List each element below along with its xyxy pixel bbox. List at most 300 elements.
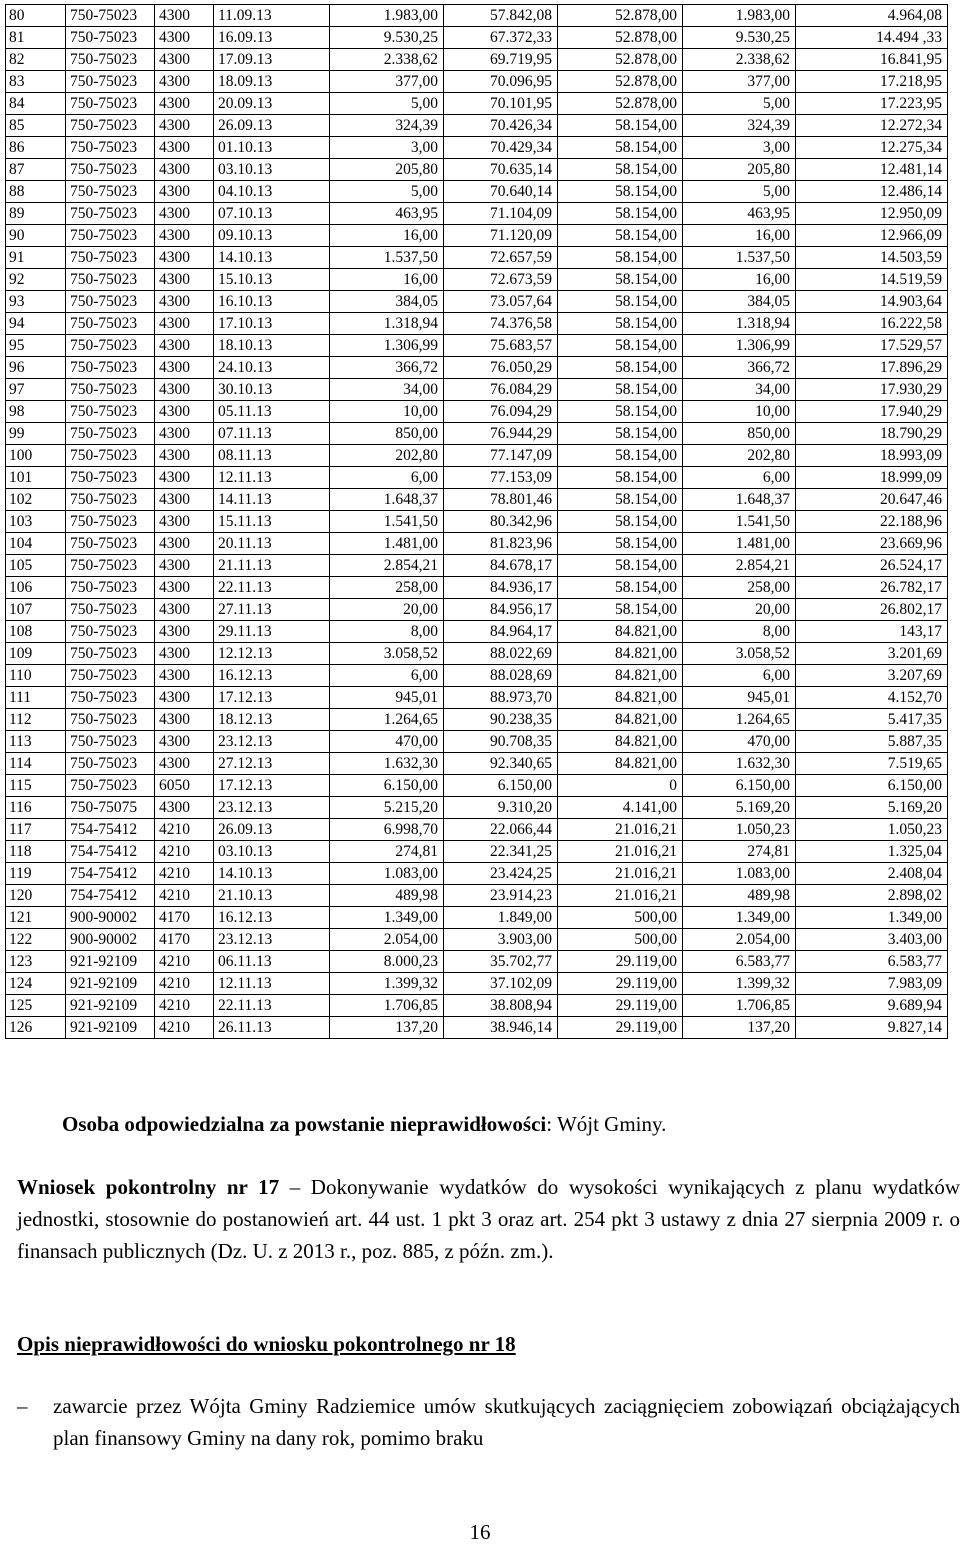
- table-row: [6, 181, 948, 203]
- total-excess-cell: 1.325,04: [796, 841, 948, 863]
- excess-amount-cell: 1.349,00: [683, 907, 796, 929]
- date-cell: 18.10.13: [214, 335, 330, 357]
- date-cell: 18.09.13: [214, 71, 330, 93]
- section-code-cell: 750-75023: [66, 533, 155, 555]
- paragraph-code-cell: 4300: [155, 687, 214, 709]
- total-excess-cell: 7.519,65: [796, 753, 948, 775]
- date-cell: 15.10.13: [214, 269, 330, 291]
- section-code-cell: 750-75023: [66, 709, 155, 731]
- amount-cell: 1.318,94: [330, 313, 444, 335]
- excess-amount-cell: 324,39: [683, 115, 796, 137]
- cumulative-total-cell: 72.657,59: [444, 247, 558, 269]
- table-row: [6, 775, 948, 797]
- section-code-cell: 750-75023: [66, 379, 155, 401]
- cumulative-total-cell: 67.372,33: [444, 27, 558, 49]
- plan-amount-cell: 84.821,00: [558, 731, 683, 753]
- excess-amount-cell: 850,00: [683, 423, 796, 445]
- responsible-person-note: [62, 1108, 960, 1140]
- excess-amount-cell: 1.318,94: [683, 313, 796, 335]
- section-code-cell: 750-75023: [66, 511, 155, 533]
- section-code-cell: 750-75023: [66, 203, 155, 225]
- plan-amount-cell: 58.154,00: [558, 269, 683, 291]
- total-excess-cell: 9.689,94: [796, 995, 948, 1017]
- amount-cell: 20,00: [330, 599, 444, 621]
- row-number-cell: 115: [6, 775, 66, 797]
- total-excess-cell: 18.790,29: [796, 423, 948, 445]
- paragraph-code-cell: 4210: [155, 995, 214, 1017]
- total-excess-cell: 17.223,95: [796, 93, 948, 115]
- paragraph-code-cell: 4300: [155, 379, 214, 401]
- date-cell: 05.11.13: [214, 401, 330, 423]
- table-row: [6, 709, 948, 731]
- amount-cell: 1.349,00: [330, 907, 444, 929]
- excess-amount-cell: 3,00: [683, 137, 796, 159]
- paragraph-code-cell: 4300: [155, 599, 214, 621]
- excess-amount-cell: 2.054,00: [683, 929, 796, 951]
- paragraph-code-cell: 4300: [155, 489, 214, 511]
- row-number-cell: 125: [6, 995, 66, 1017]
- paragraph-code-cell: 4170: [155, 929, 214, 951]
- excess-amount-cell: 470,00: [683, 731, 796, 753]
- amount-cell: 1.264,65: [330, 709, 444, 731]
- plan-amount-cell: 84.821,00: [558, 687, 683, 709]
- plan-amount-cell: 58.154,00: [558, 357, 683, 379]
- paragraph-code-cell: 4300: [155, 159, 214, 181]
- total-excess-cell: 12.950,09: [796, 203, 948, 225]
- plan-amount-cell: 58.154,00: [558, 159, 683, 181]
- excess-amount-cell: 6.583,77: [683, 951, 796, 973]
- table-row: [6, 423, 948, 445]
- amount-cell: 1.706,85: [330, 995, 444, 1017]
- section-code-cell: 921-92109: [66, 995, 155, 1017]
- date-cell: 16.09.13: [214, 27, 330, 49]
- cumulative-total-cell: 69.719,95: [444, 49, 558, 71]
- table-row: [6, 863, 948, 885]
- paragraph-code-cell: 4210: [155, 819, 214, 841]
- row-number-cell: 102: [6, 489, 66, 511]
- total-excess-cell: 17.940,29: [796, 401, 948, 423]
- amount-cell: 2.338,62: [330, 49, 444, 71]
- cumulative-total-cell: 84.678,17: [444, 555, 558, 577]
- row-number-cell: 81: [6, 27, 66, 49]
- date-cell: 23.12.13: [214, 929, 330, 951]
- cumulative-total-cell: 88.028,69: [444, 665, 558, 687]
- paragraph-code-cell: 4300: [155, 423, 214, 445]
- date-cell: 07.11.13: [214, 423, 330, 445]
- amount-cell: 3.058,52: [330, 643, 444, 665]
- excess-amount-cell: 1.264,65: [683, 709, 796, 731]
- total-excess-cell: 12.275,34: [796, 137, 948, 159]
- row-number-cell: 113: [6, 731, 66, 753]
- cumulative-total-cell: 3.903,00: [444, 929, 558, 951]
- section-code-cell: 754-75412: [66, 819, 155, 841]
- cumulative-total-cell: 77.153,09: [444, 467, 558, 489]
- section-code-cell: 750-75023: [66, 423, 155, 445]
- section-code-cell: 921-92109: [66, 951, 155, 973]
- amount-cell: 850,00: [330, 423, 444, 445]
- excess-amount-cell: 9.530,25: [683, 27, 796, 49]
- cumulative-total-cell: 90.708,35: [444, 731, 558, 753]
- date-cell: 15.11.13: [214, 511, 330, 533]
- paragraph-code-cell: 4300: [155, 5, 214, 27]
- table-row: [6, 291, 948, 313]
- section-code-cell: 921-92109: [66, 1017, 155, 1039]
- excess-amount-cell: 20,00: [683, 599, 796, 621]
- paragraph-code-cell: 4300: [155, 291, 214, 313]
- amount-cell: 1.306,99: [330, 335, 444, 357]
- table-row: [6, 335, 948, 357]
- table-row: [6, 599, 948, 621]
- date-cell: 30.10.13: [214, 379, 330, 401]
- excess-amount-cell: 1.983,00: [683, 5, 796, 27]
- total-excess-cell: 12.486,14: [796, 181, 948, 203]
- irregularity-description-heading: [17, 1328, 960, 1360]
- date-cell: 11.09.13: [214, 5, 330, 27]
- table-row: [6, 753, 948, 775]
- plan-amount-cell: 58.154,00: [558, 555, 683, 577]
- date-cell: 16.10.13: [214, 291, 330, 313]
- section-code-cell: 750-75023: [66, 775, 155, 797]
- row-number-cell: 80: [6, 5, 66, 27]
- date-cell: 26.11.13: [214, 1017, 330, 1039]
- section-code-cell: 750-75023: [66, 665, 155, 687]
- excess-amount-cell: 1.537,50: [683, 247, 796, 269]
- amount-cell: 1.648,37: [330, 489, 444, 511]
- section-code-cell: 750-75023: [66, 27, 155, 49]
- total-excess-cell: 18.999,09: [796, 467, 948, 489]
- date-cell: 24.10.13: [214, 357, 330, 379]
- excess-amount-cell: 1.399,32: [683, 973, 796, 995]
- date-cell: 04.10.13: [214, 181, 330, 203]
- row-number-cell: 110: [6, 665, 66, 687]
- section-code-cell: 750-75023: [66, 335, 155, 357]
- excess-amount-cell: 16,00: [683, 269, 796, 291]
- cumulative-total-cell: 37.102,09: [444, 973, 558, 995]
- excess-amount-cell: 2.338,62: [683, 49, 796, 71]
- date-cell: 06.11.13: [214, 951, 330, 973]
- row-number-cell: 123: [6, 951, 66, 973]
- total-excess-cell: 12.481,14: [796, 159, 948, 181]
- table-row: [6, 1017, 948, 1039]
- page-number: 16: [469, 1520, 491, 1544]
- amount-cell: 470,00: [330, 731, 444, 753]
- date-cell: 14.10.13: [214, 247, 330, 269]
- paragraph-code-cell: 4300: [155, 797, 214, 819]
- plan-amount-cell: 58.154,00: [558, 203, 683, 225]
- plan-amount-cell: 58.154,00: [558, 181, 683, 203]
- total-excess-cell: 23.669,96: [796, 533, 948, 555]
- conclusion-text: Dokonywanie wydatków do wysokości wynikających z planu wydatków jednostki, stosownie do postanowień art. 44 ust. 1 pkt 3 oraz art. 254 pkt 3 ustawy z dnia 27 sierpnia 2009 r. o finansach publicznych (Dz. U. z 2013 r., poz. 885, z późn. zm.).: [17, 1175, 960, 1263]
- plan-amount-cell: 21.016,21: [558, 863, 683, 885]
- cumulative-total-cell: 6.150,00: [444, 775, 558, 797]
- paragraph-code-cell: 4300: [155, 621, 214, 643]
- total-excess-cell: 17.529,57: [796, 335, 948, 357]
- excess-amount-cell: 6.150,00: [683, 775, 796, 797]
- section-code-cell: 754-75412: [66, 863, 155, 885]
- row-number-cell: 114: [6, 753, 66, 775]
- table-row: [6, 357, 948, 379]
- row-number-cell: 116: [6, 797, 66, 819]
- amount-cell: 9.530,25: [330, 27, 444, 49]
- amount-cell: 1.632,30: [330, 753, 444, 775]
- paragraph-code-cell: 4300: [155, 181, 214, 203]
- paragraph-code-cell: 4300: [155, 709, 214, 731]
- paragraph-code-cell: 4300: [155, 313, 214, 335]
- row-number-cell: 95: [6, 335, 66, 357]
- post-inspection-conclusion: [17, 1171, 960, 1267]
- table-row: [6, 379, 948, 401]
- cumulative-total-cell: 75.683,57: [444, 335, 558, 357]
- plan-amount-cell: 84.821,00: [558, 753, 683, 775]
- excess-amount-cell: 463,95: [683, 203, 796, 225]
- date-cell: 12.11.13: [214, 973, 330, 995]
- amount-cell: 377,00: [330, 71, 444, 93]
- paragraph-code-cell: 4300: [155, 115, 214, 137]
- date-cell: 21.11.13: [214, 555, 330, 577]
- responsible-label: Osoba odpowiedzialna za powstanie nieprawidłowości: [62, 1112, 547, 1136]
- amount-cell: 2.854,21: [330, 555, 444, 577]
- excess-amount-cell: 3.058,52: [683, 643, 796, 665]
- cumulative-total-cell: 70.640,14: [444, 181, 558, 203]
- cumulative-total-cell: 38.946,14: [444, 1017, 558, 1039]
- table-row: [6, 951, 948, 973]
- table-row: [6, 929, 948, 951]
- section-code-cell: 921-92109: [66, 973, 155, 995]
- amount-cell: 205,80: [330, 159, 444, 181]
- date-cell: 17.09.13: [214, 49, 330, 71]
- amount-cell: 6,00: [330, 467, 444, 489]
- paragraph-code-cell: 4300: [155, 467, 214, 489]
- total-excess-cell: 5.417,35: [796, 709, 948, 731]
- paragraph-code-cell: 4300: [155, 665, 214, 687]
- plan-amount-cell: 58.154,00: [558, 137, 683, 159]
- section-code-cell: 750-75023: [66, 753, 155, 775]
- date-cell: 26.09.13: [214, 115, 330, 137]
- date-cell: 17.10.13: [214, 313, 330, 335]
- paragraph-code-cell: 4300: [155, 753, 214, 775]
- table-row: [6, 687, 948, 709]
- plan-amount-cell: 58.154,00: [558, 467, 683, 489]
- date-cell: 20.09.13: [214, 93, 330, 115]
- cumulative-total-cell: 84.956,17: [444, 599, 558, 621]
- amount-cell: 258,00: [330, 577, 444, 599]
- plan-amount-cell: 29.119,00: [558, 1017, 683, 1039]
- plan-amount-cell: 58.154,00: [558, 511, 683, 533]
- total-excess-cell: 7.983,09: [796, 973, 948, 995]
- row-number-cell: 101: [6, 467, 66, 489]
- section-code-cell: 750-75023: [66, 291, 155, 313]
- excess-amount-cell: 1.541,50: [683, 511, 796, 533]
- cumulative-total-cell: 23.424,25: [444, 863, 558, 885]
- plan-amount-cell: 84.821,00: [558, 643, 683, 665]
- row-number-cell: 126: [6, 1017, 66, 1039]
- amount-cell: 16,00: [330, 225, 444, 247]
- responsible-value: : Wójt Gminy.: [546, 1112, 667, 1136]
- excess-amount-cell: 384,05: [683, 291, 796, 313]
- section-code-cell: 750-75023: [66, 445, 155, 467]
- paragraph-code-cell: 6050: [155, 775, 214, 797]
- cumulative-total-cell: 77.147,09: [444, 445, 558, 467]
- amount-cell: 137,20: [330, 1017, 444, 1039]
- plan-amount-cell: 0: [558, 775, 683, 797]
- table-row: [6, 93, 948, 115]
- amount-cell: 1.541,50: [330, 511, 444, 533]
- table-row: [6, 995, 948, 1017]
- row-number-cell: 93: [6, 291, 66, 313]
- total-excess-cell: 6.583,77: [796, 951, 948, 973]
- plan-amount-cell: 52.878,00: [558, 71, 683, 93]
- total-excess-cell: 16.222,58: [796, 313, 948, 335]
- cumulative-total-cell: 70.096,95: [444, 71, 558, 93]
- total-excess-cell: 5.887,35: [796, 731, 948, 753]
- total-excess-cell: 22.188,96: [796, 511, 948, 533]
- paragraph-code-cell: 4300: [155, 511, 214, 533]
- date-cell: 17.12.13: [214, 687, 330, 709]
- paragraph-code-cell: 4300: [155, 93, 214, 115]
- table-row: [6, 313, 948, 335]
- amount-cell: 1.083,00: [330, 863, 444, 885]
- section-code-cell: 754-75412: [66, 841, 155, 863]
- cumulative-total-cell: 84.964,17: [444, 621, 558, 643]
- cumulative-total-cell: 70.101,95: [444, 93, 558, 115]
- cumulative-total-cell: 70.635,14: [444, 159, 558, 181]
- total-excess-cell: 143,17: [796, 621, 948, 643]
- plan-amount-cell: 58.154,00: [558, 115, 683, 137]
- table-row: [6, 907, 948, 929]
- total-excess-cell: 14.903,64: [796, 291, 948, 313]
- date-cell: 03.10.13: [214, 841, 330, 863]
- cumulative-total-cell: 74.376,58: [444, 313, 558, 335]
- table-row: [6, 445, 948, 467]
- row-number-cell: 91: [6, 247, 66, 269]
- date-cell: 09.10.13: [214, 225, 330, 247]
- date-cell: 12.12.13: [214, 643, 330, 665]
- plan-amount-cell: 58.154,00: [558, 225, 683, 247]
- date-cell: 01.10.13: [214, 137, 330, 159]
- ledger-body: [6, 5, 948, 1039]
- row-number-cell: 100: [6, 445, 66, 467]
- amount-cell: 1.537,50: [330, 247, 444, 269]
- excess-amount-cell: 274,81: [683, 841, 796, 863]
- table-row: [6, 269, 948, 291]
- date-cell: 18.12.13: [214, 709, 330, 731]
- row-number-cell: 82: [6, 49, 66, 71]
- total-excess-cell: 2.898,02: [796, 885, 948, 907]
- section-code-cell: 754-75412: [66, 885, 155, 907]
- row-number-cell: 97: [6, 379, 66, 401]
- cumulative-total-cell: 1.849,00: [444, 907, 558, 929]
- section-code-cell: 750-75023: [66, 401, 155, 423]
- section-code-cell: 900-90002: [66, 929, 155, 951]
- paragraph-code-cell: 4210: [155, 885, 214, 907]
- cumulative-total-cell: 38.808,94: [444, 995, 558, 1017]
- cumulative-total-cell: 70.426,34: [444, 115, 558, 137]
- excess-amount-cell: 1.632,30: [683, 753, 796, 775]
- excess-amount-cell: 1.481,00: [683, 533, 796, 555]
- row-number-cell: 98: [6, 401, 66, 423]
- section-code-cell: 750-75023: [66, 225, 155, 247]
- date-cell: 22.11.13: [214, 995, 330, 1017]
- table-row: [6, 137, 948, 159]
- amount-cell: 1.983,00: [330, 5, 444, 27]
- date-cell: 23.12.13: [214, 731, 330, 753]
- cumulative-total-cell: 84.936,17: [444, 577, 558, 599]
- plan-amount-cell: 58.154,00: [558, 335, 683, 357]
- amount-cell: 202,80: [330, 445, 444, 467]
- row-number-cell: 86: [6, 137, 66, 159]
- row-number-cell: 89: [6, 203, 66, 225]
- total-excess-cell: 14.494 ,33: [796, 27, 948, 49]
- excess-amount-cell: 1.083,00: [683, 863, 796, 885]
- paragraph-code-cell: 4300: [155, 27, 214, 49]
- table-row: [6, 819, 948, 841]
- plan-amount-cell: 21.016,21: [558, 841, 683, 863]
- paragraph-code-cell: 4300: [155, 137, 214, 159]
- table-row: [6, 577, 948, 599]
- excess-amount-cell: 6,00: [683, 665, 796, 687]
- date-cell: 03.10.13: [214, 159, 330, 181]
- cumulative-total-cell: 71.104,09: [444, 203, 558, 225]
- excess-amount-cell: 1.706,85: [683, 995, 796, 1017]
- table-row: [6, 401, 948, 423]
- cumulative-total-cell: 72.673,59: [444, 269, 558, 291]
- list-dash: –: [17, 1394, 28, 1418]
- total-excess-cell: 2.408,04: [796, 863, 948, 885]
- row-number-cell: 88: [6, 181, 66, 203]
- section-code-cell: 750-75023: [66, 313, 155, 335]
- table-row: [6, 27, 948, 49]
- plan-amount-cell: 4.141,00: [558, 797, 683, 819]
- table-row: [6, 555, 948, 577]
- date-cell: 12.11.13: [214, 467, 330, 489]
- total-excess-cell: 26.802,17: [796, 599, 948, 621]
- row-number-cell: 118: [6, 841, 66, 863]
- plan-amount-cell: 29.119,00: [558, 973, 683, 995]
- plan-amount-cell: 58.154,00: [558, 379, 683, 401]
- section-code-cell: 750-75023: [66, 115, 155, 137]
- paragraph-code-cell: 4300: [155, 225, 214, 247]
- cumulative-total-cell: 9.310,20: [444, 797, 558, 819]
- amount-cell: 324,39: [330, 115, 444, 137]
- total-excess-cell: 17.896,29: [796, 357, 948, 379]
- expense-ledger-table: [5, 4, 948, 1039]
- total-excess-cell: 14.519,59: [796, 269, 948, 291]
- amount-cell: 1.481,00: [330, 533, 444, 555]
- paragraph-code-cell: 4300: [155, 643, 214, 665]
- date-cell: 27.12.13: [214, 753, 330, 775]
- row-number-cell: 103: [6, 511, 66, 533]
- amount-cell: 6.150,00: [330, 775, 444, 797]
- plan-amount-cell: 58.154,00: [558, 401, 683, 423]
- section-code-cell: 750-75023: [66, 71, 155, 93]
- total-excess-cell: 17.218,95: [796, 71, 948, 93]
- amount-cell: 34,00: [330, 379, 444, 401]
- excess-amount-cell: 377,00: [683, 71, 796, 93]
- row-number-cell: 92: [6, 269, 66, 291]
- table-row: [6, 973, 948, 995]
- section-code-cell: 750-75023: [66, 599, 155, 621]
- amount-cell: 945,01: [330, 687, 444, 709]
- table-row: [6, 203, 948, 225]
- table-row: [6, 49, 948, 71]
- date-cell: 20.11.13: [214, 533, 330, 555]
- date-cell: 14.10.13: [214, 863, 330, 885]
- plan-amount-cell: 58.154,00: [558, 445, 683, 467]
- total-excess-cell: 6.150,00: [796, 775, 948, 797]
- row-number-cell: 106: [6, 577, 66, 599]
- row-number-cell: 120: [6, 885, 66, 907]
- row-number-cell: 105: [6, 555, 66, 577]
